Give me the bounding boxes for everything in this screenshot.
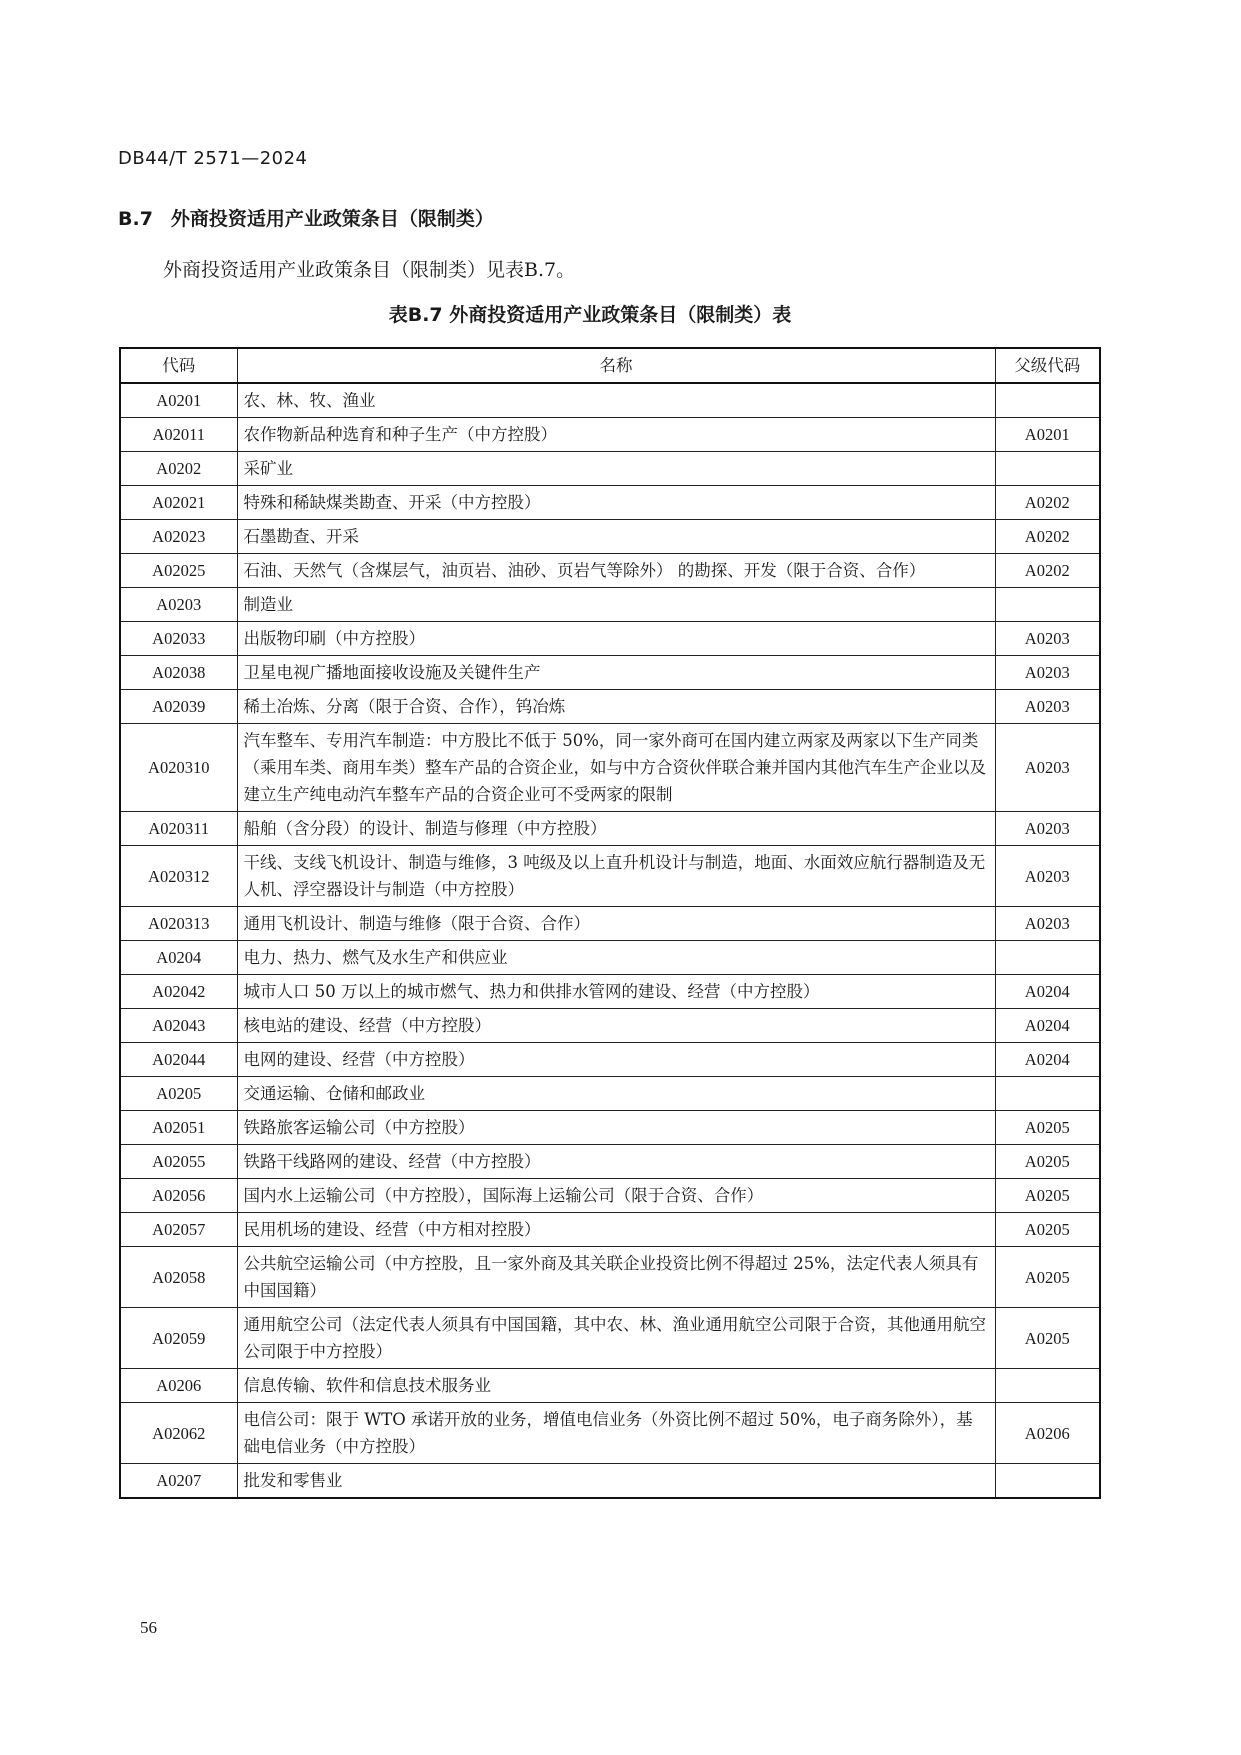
table-row bbox=[120, 1369, 1100, 1403]
cell-code: A02051 bbox=[120, 1111, 237, 1145]
cell-code: A0206 bbox=[120, 1369, 237, 1403]
cell-parent-code: A0204 bbox=[995, 1043, 1100, 1077]
cell-name: 汽车整车、专用汽车制造：中方股比不低于 50%，同一家外商可在国内建立两家及两家以下生产同类（乘用车类、商用车类）整车产品的合资企业，如与中方合资伙伴联合兼并国内其他汽车生产企业以及建立生产纯电动汽车整车产品的合资企业可不受两家的限制 bbox=[237, 724, 995, 812]
cell-code: A0201 bbox=[120, 383, 237, 418]
cell-name: 国内水上运输公司（中方控股），国际海上运输公司（限于合资、合作） bbox=[237, 1179, 995, 1213]
cell-code: A02044 bbox=[120, 1043, 237, 1077]
table-row bbox=[120, 418, 1100, 452]
table-row bbox=[120, 1077, 1100, 1111]
cell-parent-code bbox=[995, 588, 1100, 622]
cell-name: 制造业 bbox=[237, 588, 995, 622]
section-title: 外商投资适用产业政策条目（限制类） bbox=[170, 208, 494, 230]
cell-name: 公共航空运输公司（中方控股，且一家外商及其关联企业投资比例不得超过 25%，法定代表人须具有中国国籍） bbox=[237, 1247, 995, 1308]
table-row bbox=[120, 1111, 1100, 1145]
cell-name: 稀土冶炼、分离（限于合资、合作），钨冶炼 bbox=[237, 690, 995, 724]
cell-code: A02062 bbox=[120, 1403, 237, 1464]
cell-code: A02033 bbox=[120, 622, 237, 656]
cell-name: 电信公司：限于 WTO 承诺开放的业务，增值电信业务（外资比例不超过 50%，电子商务除外），基础电信业务（中方控股） bbox=[237, 1403, 995, 1464]
cell-name: 民用机场的建设、经营（中方相对控股） bbox=[237, 1213, 995, 1247]
table-row bbox=[120, 1308, 1100, 1369]
cell-parent-code: A0206 bbox=[995, 1403, 1100, 1464]
cell-parent-code bbox=[995, 1464, 1100, 1499]
cell-code: A020311 bbox=[120, 812, 237, 846]
cell-name: 船舶（含分段）的设计、制造与修理（中方控股） bbox=[237, 812, 995, 846]
cell-parent-code: A0205 bbox=[995, 1179, 1100, 1213]
cell-code: A02038 bbox=[120, 656, 237, 690]
cell-code: A02057 bbox=[120, 1213, 237, 1247]
cell-code: A02011 bbox=[120, 418, 237, 452]
cell-parent-code bbox=[995, 383, 1100, 418]
cell-code: A02039 bbox=[120, 690, 237, 724]
cell-code: A02056 bbox=[120, 1179, 237, 1213]
table-row bbox=[120, 383, 1100, 418]
cell-code: A02042 bbox=[120, 975, 237, 1009]
table-row bbox=[120, 907, 1100, 941]
table-row bbox=[120, 941, 1100, 975]
cell-name: 农作物新品种选育和种子生产（中方控股） bbox=[237, 418, 995, 452]
section-number: B.7 bbox=[118, 208, 153, 230]
table-row bbox=[120, 690, 1100, 724]
cell-parent-code: A0204 bbox=[995, 975, 1100, 1009]
page-number: 56 bbox=[140, 1618, 157, 1637]
cell-code: A0202 bbox=[120, 452, 237, 486]
cell-code: A020313 bbox=[120, 907, 237, 941]
cell-code: A02043 bbox=[120, 1009, 237, 1043]
cell-parent-code: A0203 bbox=[995, 622, 1100, 656]
cell-name: 铁路旅客运输公司（中方控股） bbox=[237, 1111, 995, 1145]
cell-parent-code: A0202 bbox=[995, 554, 1100, 588]
table-row bbox=[120, 1145, 1100, 1179]
column-header-parent-code: 父级代码 bbox=[995, 348, 1100, 383]
cell-parent-code: A0205 bbox=[995, 1213, 1100, 1247]
cell-name: 通用航空公司（法定代表人须具有中国国籍，其中农、林、渔业通用航空公司限于合资，其他通用航空公司限于中方控股） bbox=[237, 1308, 995, 1369]
document-code: DB44/T 2571—2024 bbox=[118, 148, 308, 169]
cell-name: 石油、天然气（含煤层气，油页岩、油砂、页岩气等除外） 的勘探、开发（限于合资、合作） bbox=[237, 554, 995, 588]
cell-parent-code: A0203 bbox=[995, 724, 1100, 812]
table-row bbox=[120, 588, 1100, 622]
cell-code: A02025 bbox=[120, 554, 237, 588]
table-row bbox=[120, 846, 1100, 907]
policy-items-table bbox=[119, 347, 1101, 1499]
cell-name: 铁路干线路网的建设、经营（中方控股） bbox=[237, 1145, 995, 1179]
cell-parent-code: A0201 bbox=[995, 418, 1100, 452]
cell-name: 卫星电视广播地面接收设施及关键件生产 bbox=[237, 656, 995, 690]
table-row bbox=[120, 554, 1100, 588]
table-row bbox=[120, 486, 1100, 520]
cell-code: A0207 bbox=[120, 1464, 237, 1499]
cell-parent-code bbox=[995, 1369, 1100, 1403]
cell-parent-code bbox=[995, 452, 1100, 486]
column-header-code: 代码 bbox=[120, 348, 237, 383]
table-row bbox=[120, 1464, 1100, 1499]
cell-name: 城市人口 50 万以上的城市燃气、热力和供排水管网的建设、经营（中方控股） bbox=[237, 975, 995, 1009]
table-row bbox=[120, 520, 1100, 554]
cell-name: 交通运输、仓储和邮政业 bbox=[237, 1077, 995, 1111]
cell-parent-code: A0203 bbox=[995, 656, 1100, 690]
cell-name: 采矿业 bbox=[237, 452, 995, 486]
cell-code: A0203 bbox=[120, 588, 237, 622]
cell-name: 电力、热力、燃气及水生产和供应业 bbox=[237, 941, 995, 975]
cell-parent-code: A0203 bbox=[995, 690, 1100, 724]
cell-parent-code: A0205 bbox=[995, 1308, 1100, 1369]
table-row bbox=[120, 1247, 1100, 1308]
table-row bbox=[120, 1403, 1100, 1464]
cell-name: 干线、支线飞机设计、制造与维修，3 吨级及以上直升机设计与制造，地面、水面效应航行器制造及无人机、浮空器设计与制造（中方控股） bbox=[237, 846, 995, 907]
cell-name: 出版物印刷（中方控股） bbox=[237, 622, 995, 656]
table-header-row bbox=[120, 348, 1100, 383]
table-row bbox=[120, 656, 1100, 690]
cell-parent-code bbox=[995, 941, 1100, 975]
cell-name: 特殊和稀缺煤类勘查、开采（中方控股） bbox=[237, 486, 995, 520]
cell-code: A0204 bbox=[120, 941, 237, 975]
table-title: 表B.7 外商投资适用产业政策条目（限制类）表 bbox=[388, 304, 792, 326]
section-heading bbox=[118, 204, 494, 231]
cell-name: 石墨勘查、开采 bbox=[237, 520, 995, 554]
cell-code: A02055 bbox=[120, 1145, 237, 1179]
cell-parent-code: A0205 bbox=[995, 1247, 1100, 1308]
cell-name: 批发和零售业 bbox=[237, 1464, 995, 1499]
table-row bbox=[120, 1213, 1100, 1247]
cell-parent-code: A0202 bbox=[995, 520, 1100, 554]
cell-code: A0205 bbox=[120, 1077, 237, 1111]
table-row bbox=[120, 1179, 1100, 1213]
cell-parent-code: A0205 bbox=[995, 1145, 1100, 1179]
cell-code: A020310 bbox=[120, 724, 237, 812]
cell-parent-code: A0202 bbox=[995, 486, 1100, 520]
cell-parent-code: A0203 bbox=[995, 907, 1100, 941]
table-row bbox=[120, 975, 1100, 1009]
table-row bbox=[120, 452, 1100, 486]
cell-parent-code: A0204 bbox=[995, 1009, 1100, 1043]
cell-parent-code: A0203 bbox=[995, 812, 1100, 846]
cell-name: 农、林、牧、渔业 bbox=[237, 383, 995, 418]
table-body bbox=[120, 383, 1100, 1498]
cell-name: 通用飞机设计、制造与维修（限于合资、合作） bbox=[237, 907, 995, 941]
table-row bbox=[120, 812, 1100, 846]
cell-parent-code bbox=[995, 1077, 1100, 1111]
cell-name: 信息传输、软件和信息技术服务业 bbox=[237, 1369, 995, 1403]
table-row bbox=[120, 724, 1100, 812]
table-row bbox=[120, 1043, 1100, 1077]
table-row bbox=[120, 622, 1100, 656]
cell-code: A02021 bbox=[120, 486, 237, 520]
cell-parent-code: A0205 bbox=[995, 1111, 1100, 1145]
cell-code: A02023 bbox=[120, 520, 237, 554]
column-header-name: 名称 bbox=[237, 348, 995, 383]
cell-parent-code: A0203 bbox=[995, 846, 1100, 907]
table-row bbox=[120, 1009, 1100, 1043]
section-intro: 外商投资适用产业政策条目（限制类）见表B.7。 bbox=[163, 259, 576, 281]
cell-code: A02058 bbox=[120, 1247, 237, 1308]
cell-name: 核电站的建设、经营（中方控股） bbox=[237, 1009, 995, 1043]
cell-name: 电网的建设、经营（中方控股） bbox=[237, 1043, 995, 1077]
cell-code: A020312 bbox=[120, 846, 237, 907]
cell-code: A02059 bbox=[120, 1308, 237, 1369]
